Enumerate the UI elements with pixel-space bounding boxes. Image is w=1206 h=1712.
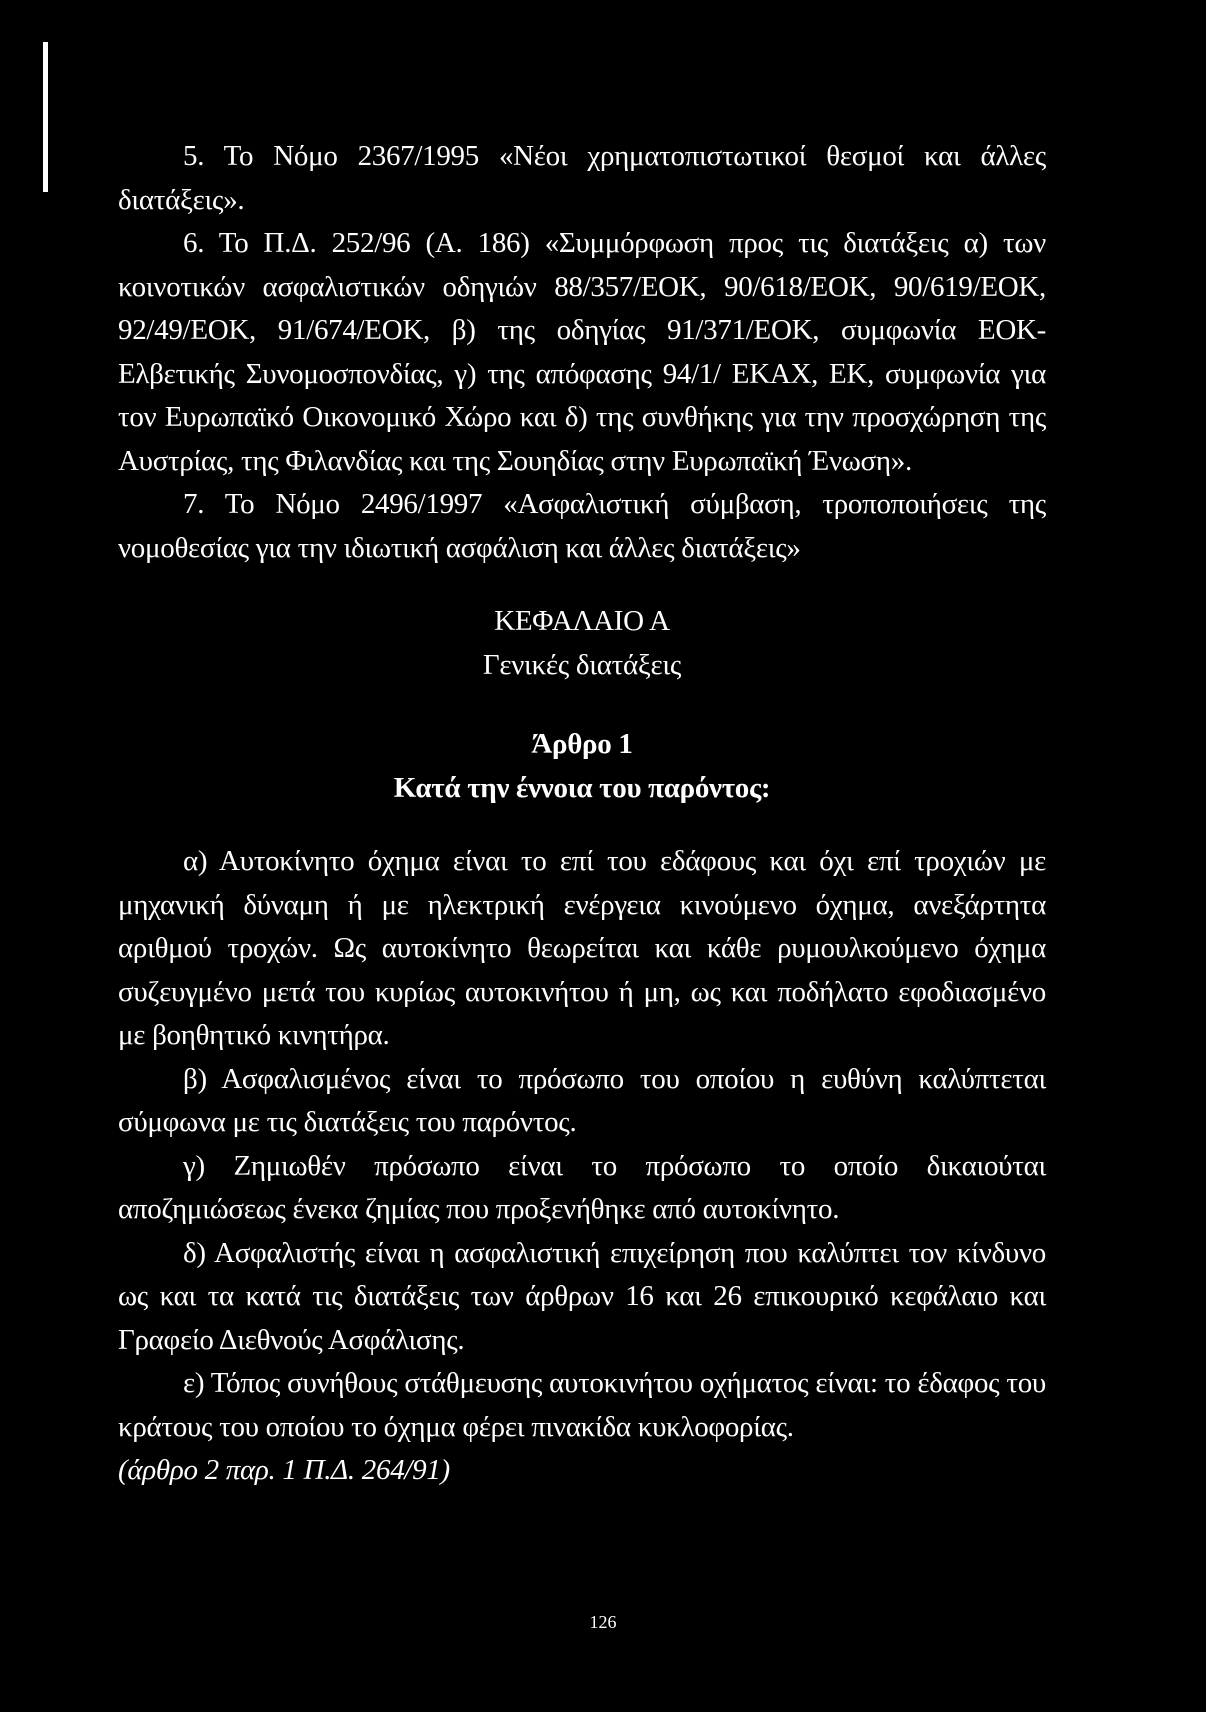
paragraph-item-6: 6. Το Π.Δ. 252/96 (Α. 186) «Συμμόρφωση προς τις διατάξεις α) των κοινοτικών ασφαλιστικών οδηγιών 88/357/ΕΟΚ, 90/618/ΕΟΚ, 90/619/ΕΟΚ, 92/49/ΕΟΚ, 91/674/ΕΟΚ, β) της οδηγίας 91/371/ΕΟΚ, συμφωνία ΕΟΚ-Ελβετικής Συνομοσπονδίας, γ) της απόφασης 94/1/ ΕΚΑΧ, ΕΚ, συμφωνία για τον Ευρωπαϊκό Οικονομικό Χώρο και δ) της συνθήκης για την προσχώρηση της Αυστρίας, της Φιλανδίας και της Σουηδίας στην Ευρωπαϊκή Ένωση».: [118, 227, 1046, 477]
article-citation: (άρθρο 2 παρ. 1 Π.Δ. 264/91): [118, 1454, 450, 1486]
article-heading: Άρθρο 1: [531, 728, 633, 760]
definition-item-e: ε) Τόπος συνήθους στάθμευσης αυτοκινήτου οχήματος είναι: το έδαφος του κράτους του οποίου το όχημα φέρει πινακίδα κυκλοφορίας.: [118, 1367, 1046, 1443]
chapter-subheading: Γενικές διατάξεις: [482, 648, 682, 681]
article-intro: Κατά την έννοια του παρόντος:: [393, 771, 771, 804]
paragraph-item-7: 7. Το Νόμο 2496/1997 «Ασφαλιστική σύμβαση, τροποποιήσεις της νομοθεσίας για την ιδιωτική ασφάλιση και άλλες διατάξεις»: [118, 488, 1046, 564]
page-number: 126: [589, 1612, 617, 1632]
document-page: [118, 135, 1046, 1493]
paragraph-item-5: 5. Το Νόμο 2367/1995 «Νέοι χρηματοπιστωτικοί θεσμοί και άλλες διατάξεις».: [118, 140, 1046, 216]
definition-item-c: γ) Ζημιωθέν πρόσωπο είναι το πρόσωπο το οποίο δικαιούται αποζημιώσεως ένεκα ζημίας που προξενήθηκε από αυτοκίνητο.: [118, 1149, 1046, 1225]
scan-margin-bar: [43, 42, 48, 192]
definition-item-a: α) Αυτοκίνητο όχημα είναι το επί του εδάφους και όχι επί τροχιών με μηχανική δύναμη ή με ηλεκτρική ενέργεια κινούμενο όχημα, ανεξάρτητα αριθμού τροχών. Ως αυτοκίνητο θεωρείται και κάθε ρυμουλκούμενο όχημα συζευγμένο μετά του κυρίως αυτοκινήτου ή μη, ως και ποδήλατο εφοδιασμένο με βοηθητικό κινητήρα.: [118, 845, 1046, 1051]
definition-item-b: β) Ασφαλισμένος είναι το πρόσωπο του οποίου η ευθύνη καλύπτεται σύμφωνα με τις διατάξεις του παρόντος.: [118, 1062, 1046, 1138]
definition-item-d: δ) Ασφαλιστής είναι η ασφαλιστική επιχείρηση που καλύπτει τον κίνδυνο ως και τα κατά τις διατάξεις των άρθρων 16 και 26 επικουρικό κεφάλαιο και Γραφείο Διεθνούς Ασφάλισης.: [118, 1236, 1046, 1356]
chapter-heading: ΚΕΦΑΛΑΙΟ Α: [494, 605, 670, 637]
